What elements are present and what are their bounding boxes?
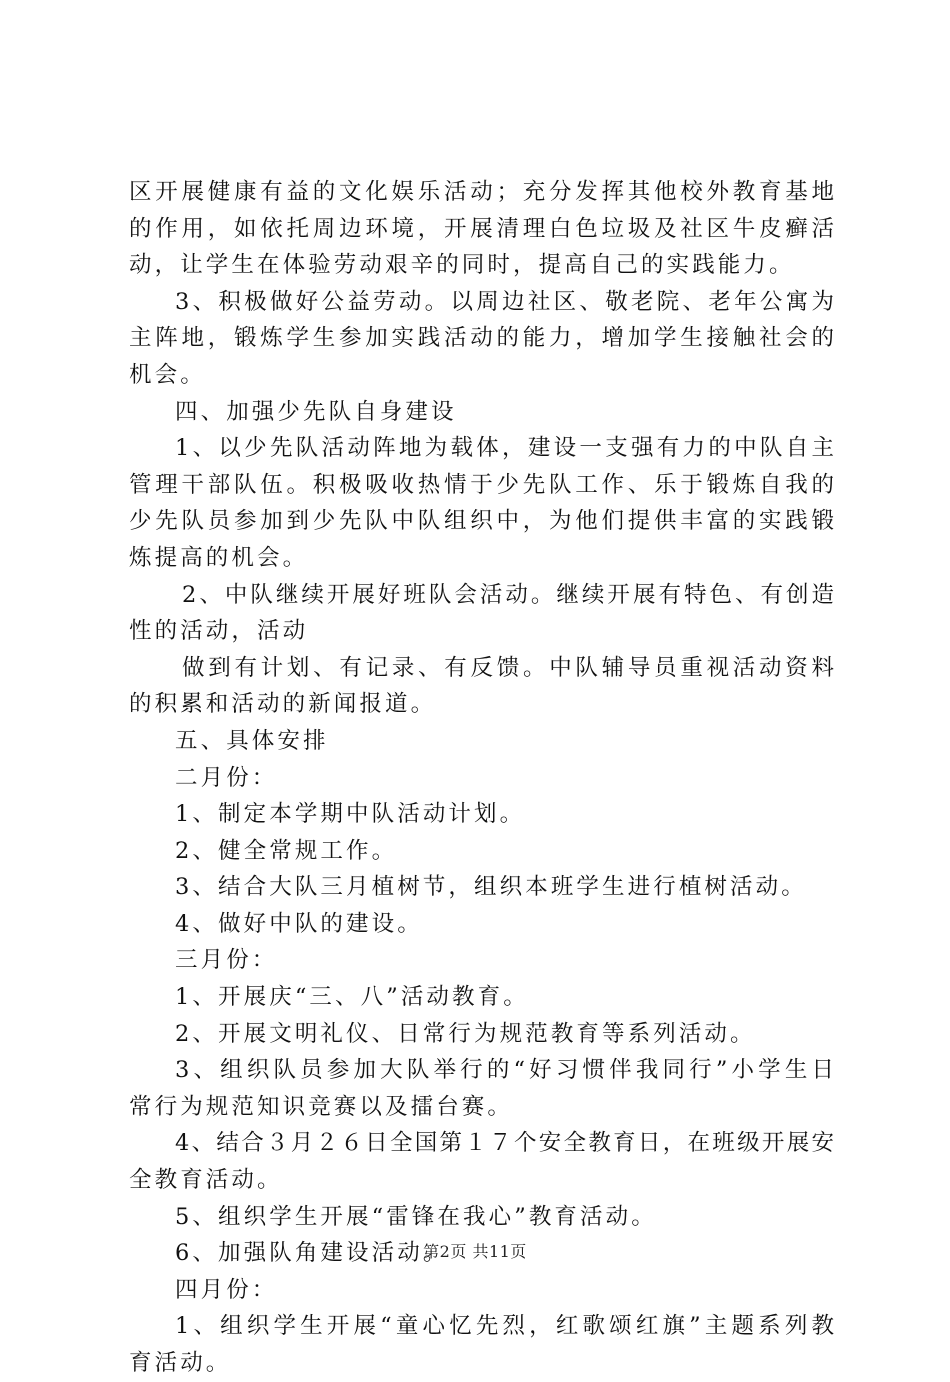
body-line: 管理干部队伍。积极吸收热情于少先队工作、乐于锻炼自我的 — [129, 471, 834, 498]
body-line: 炼提高的机会。 — [129, 544, 309, 571]
list-item: 3、组织队员参加大队举行的“好习惯伴我同行”小学生日 — [175, 1057, 834, 1084]
body-line: 常行为规范知识竞赛以及擂台赛。 — [129, 1093, 514, 1120]
body-line: 3、积极做好公益劳动。以周边社区、敬老院、老年公寓为 — [175, 288, 834, 315]
list-item: 2、健全常规工作。 — [175, 837, 398, 864]
body-line: 区开展健康有益的文化娱乐活动；充分发挥其他校外教育基地 — [129, 179, 834, 205]
body-line: 全教育活动。 — [129, 1167, 283, 1194]
body-line: 2、中队继续开展好班队会活动。继续开展有特色、有创造 — [182, 581, 834, 608]
list-item: 6、加强队角建设活动。 — [175, 1240, 449, 1267]
page-footer — [0, 1241, 950, 1263]
body-line: 1、以少先队活动阵地为载体，建设一支强有力的中队自主 — [175, 435, 834, 462]
month-heading: 四月份： — [175, 1276, 278, 1303]
month-heading: 三月份： — [175, 947, 278, 974]
list-item: 2、开展文明礼仪、日常行为规范教育等系列活动。 — [175, 1020, 756, 1047]
list-item: 5、组织学生开展“雷锋在我心”教育活动。 — [175, 1203, 657, 1230]
body-line: 性的活动，活动 — [129, 618, 309, 645]
section-heading: 四、加强少先队自身建设 — [175, 398, 457, 425]
body-line: 少先队员参加到少先队中队组织中，为他们提供丰富的实践锻 — [129, 508, 834, 535]
body-line: 育活动。 — [129, 1350, 232, 1376]
list-item: 1、开展庆“三、八”活动教育。 — [175, 984, 529, 1011]
body-line: 动，让学生在体验劳动艰辛的同时，提高自己的实践能力。 — [129, 252, 795, 279]
section-heading: 五、具体安排 — [175, 727, 329, 754]
month-heading: 二月份： — [175, 764, 278, 791]
document-body — [129, 174, 834, 1382]
page-number-label: 第2页 共11页 — [423, 1242, 527, 1261]
list-item: 1、组织学生开展“童心忆先烈，红歌颂红旗”主题系列教 — [175, 1313, 834, 1340]
body-line: 的积累和活动的新闻报道。 — [129, 691, 437, 718]
list-item: 4、结合３月２６日全国第１７个安全教育日，在班级开展安 — [175, 1130, 834, 1157]
list-item: 1、制定本学期中队活动计划。 — [175, 801, 526, 828]
body-line: 做到有计划、有记录、有反馈。中队辅导员重视活动资料 — [182, 654, 834, 681]
body-line: 的作用，如依托周边环境，开展清理白色垃圾及社区牛皮癣活 — [129, 215, 834, 242]
list-item: 3、结合大队三月植树节，组织本班学生进行植树活动。 — [175, 874, 807, 901]
body-line: 主阵地，锻炼学生参加实践活动的能力，增加学生接触社会的 — [129, 325, 834, 352]
list-item: 4、做好中队的建设。 — [175, 910, 423, 937]
body-line: 机会。 — [129, 361, 206, 388]
